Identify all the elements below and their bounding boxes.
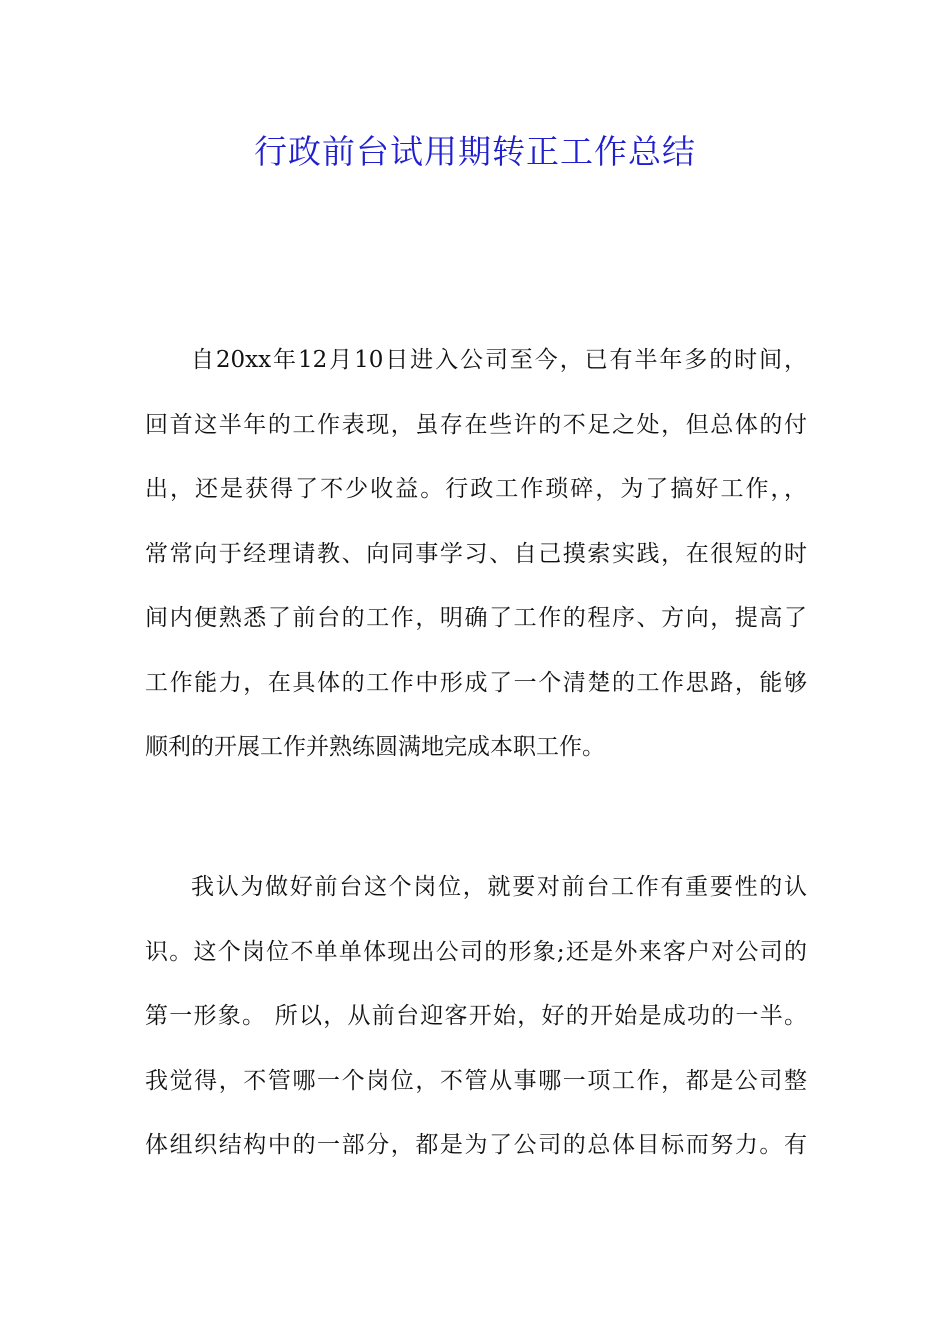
paragraph-line: 自20xx年12月10日进入公司至今，已有半年多的时间， bbox=[191, 347, 807, 373]
paragraph-line: 回首这半年的工作表现，虽存在些许的不足之处，但总体的付 bbox=[145, 411, 807, 438]
paragraph-line: 常常向于经理请教、向同事学习、自己摸索实践，在很短的时 bbox=[145, 540, 807, 567]
paragraph-line: 工作能力，在具体的工作中形成了一个清楚的工作思路，能够 bbox=[145, 669, 807, 696]
paragraph-line: 顺利的开展工作并熟练圆满地完成本职工作。 bbox=[145, 734, 605, 760]
paragraph-line: 识。这个岗位不单单体现出公司的形象;还是外来客户对公司的 bbox=[145, 938, 807, 965]
document-title: 行政前台试用期转正工作总结 bbox=[254, 132, 696, 171]
paragraph-line: 出，还是获得了不少收益。行政工作琐碎，为了搞好工作，， bbox=[145, 476, 807, 502]
paragraph-line: 我认为做好前台这个岗位，就要对前台工作有重要性的认 bbox=[191, 874, 807, 900]
paragraph-line: 体组织结构中的一部分，都是为了公司的总体目标而努力。有 bbox=[145, 1132, 807, 1158]
paragraph-2 bbox=[145, 855, 807, 1178]
paragraph-line: 间内便熟悉了前台的工作，明确了工作的程序、方向，提高了 bbox=[145, 605, 807, 631]
paragraph-1 bbox=[145, 328, 807, 780]
paragraph-line: 我觉得，不管哪一个岗位，不管从事哪一项工作，都是公司整 bbox=[145, 1067, 807, 1094]
paragraph-line: 第一形象。 所以，从前台迎客开始，好的开始是成功的一半。 bbox=[145, 1003, 807, 1029]
